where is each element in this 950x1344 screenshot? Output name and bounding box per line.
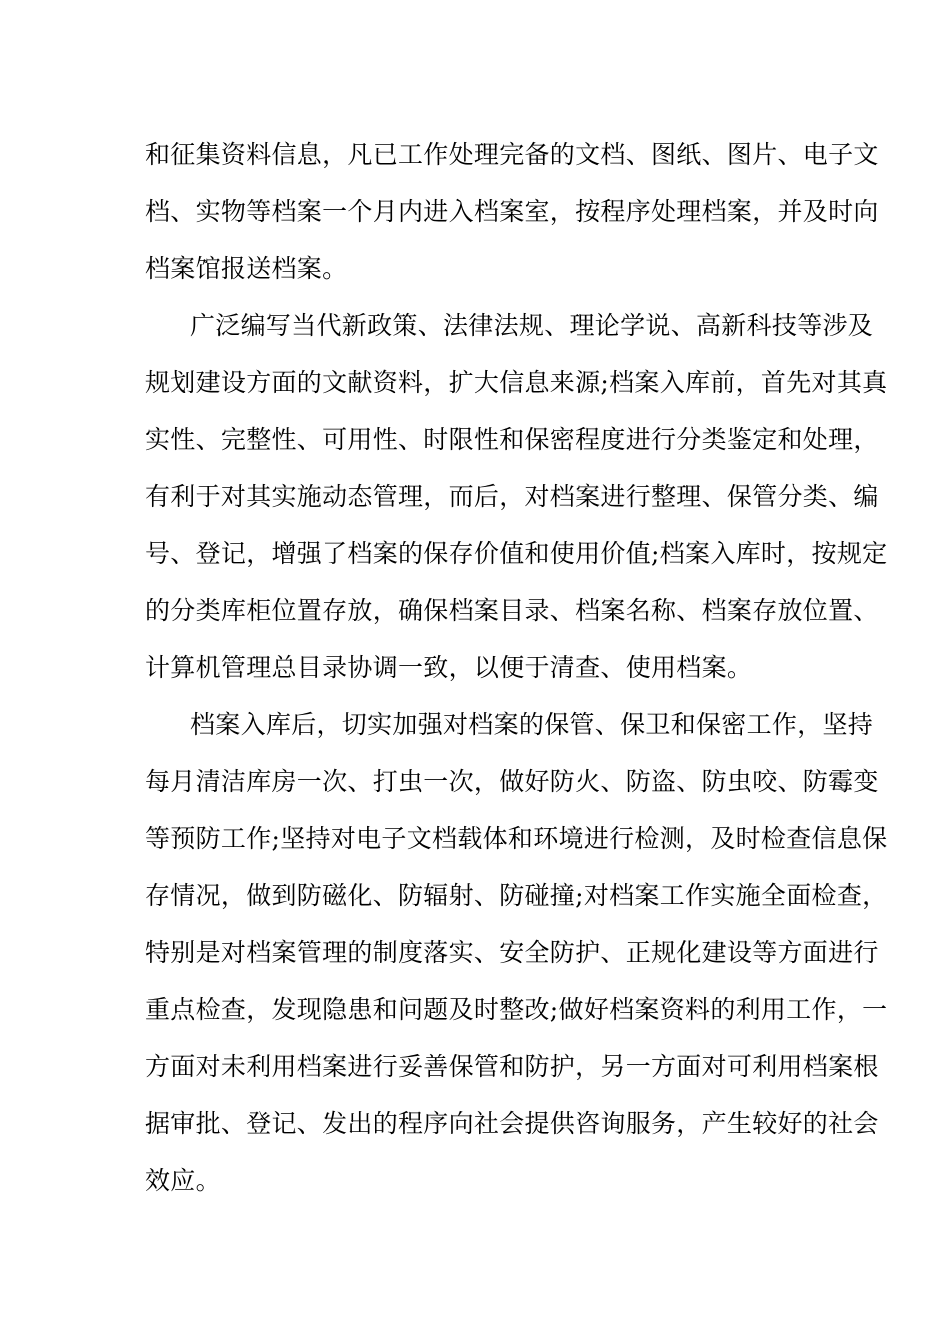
paragraph-3-line-6: 重点检查，发现隐患和问题及时整改;做好档案资料的利用工作，一	[145, 995, 888, 1024]
paragraph-3-line-3: 等预防工作;坚持对电子文档载体和环境进行检测，及时检查信息保	[145, 824, 888, 853]
text-line-1: 和征集资料信息，凡已工作处理完备的文档、图纸、图片、电子文	[145, 140, 879, 169]
paragraph-3-line-7: 方面对未利用档案进行妥善保管和防护，另一方面对可利用档案根	[145, 1052, 879, 1081]
paragraph-2-line-5: 号、登记，增强了档案的保存价值和使用价值;档案入库时，按规定	[145, 539, 888, 568]
text-line-2: 档、实物等档案一个月内进入档案室，按程序处理档案，并及时向	[145, 197, 879, 226]
paragraph-2-line-7: 计算机管理总目录协调一致，以便于清查、使用档案。	[145, 653, 753, 682]
paragraph-3-line-4: 存情况，做到防磁化、防辐射、防碰撞;对档案工作实施全面检查，	[145, 881, 888, 910]
paragraph-2-line-3: 实性、完整性、可用性、时限性和保密程度进行分类鉴定和处理，	[145, 425, 879, 454]
paragraph-2-line-2: 规划建设方面的文献资料，扩大信息来源;档案入库前，首先对其真	[145, 368, 888, 397]
paragraph-2-line-4: 有利于对其实施动态管理，而后，对档案进行整理、保管分类、编	[145, 482, 879, 511]
paragraph-2-line-6: 的分类库柜位置存放，确保档案目录、档案名称、档案存放位置、	[145, 596, 879, 625]
text-line-3: 档案馆报送档案。	[145, 254, 348, 283]
paragraph-2-line-1: 广泛编写当代新政策、法律法规、理论学说、高新科技等涉及	[190, 311, 874, 340]
paragraph-3-line-2: 每月清洁库房一次、打虫一次，做好防火、防盗、防虫咬、防霉变	[145, 767, 879, 796]
paragraph-3-line-1: 档案入库后，切实加强对档案的保管、保卫和保密工作，坚持	[190, 710, 874, 739]
paragraph-3-line-8: 据审批、登记、发出的程序向社会提供咨询服务，产生较好的社会	[145, 1109, 879, 1138]
paragraph-3-line-9: 效应。	[145, 1166, 221, 1195]
paragraph-3-line-5: 特别是对档案管理的制度落实、安全防护、正规化建设等方面进行	[145, 938, 879, 967]
